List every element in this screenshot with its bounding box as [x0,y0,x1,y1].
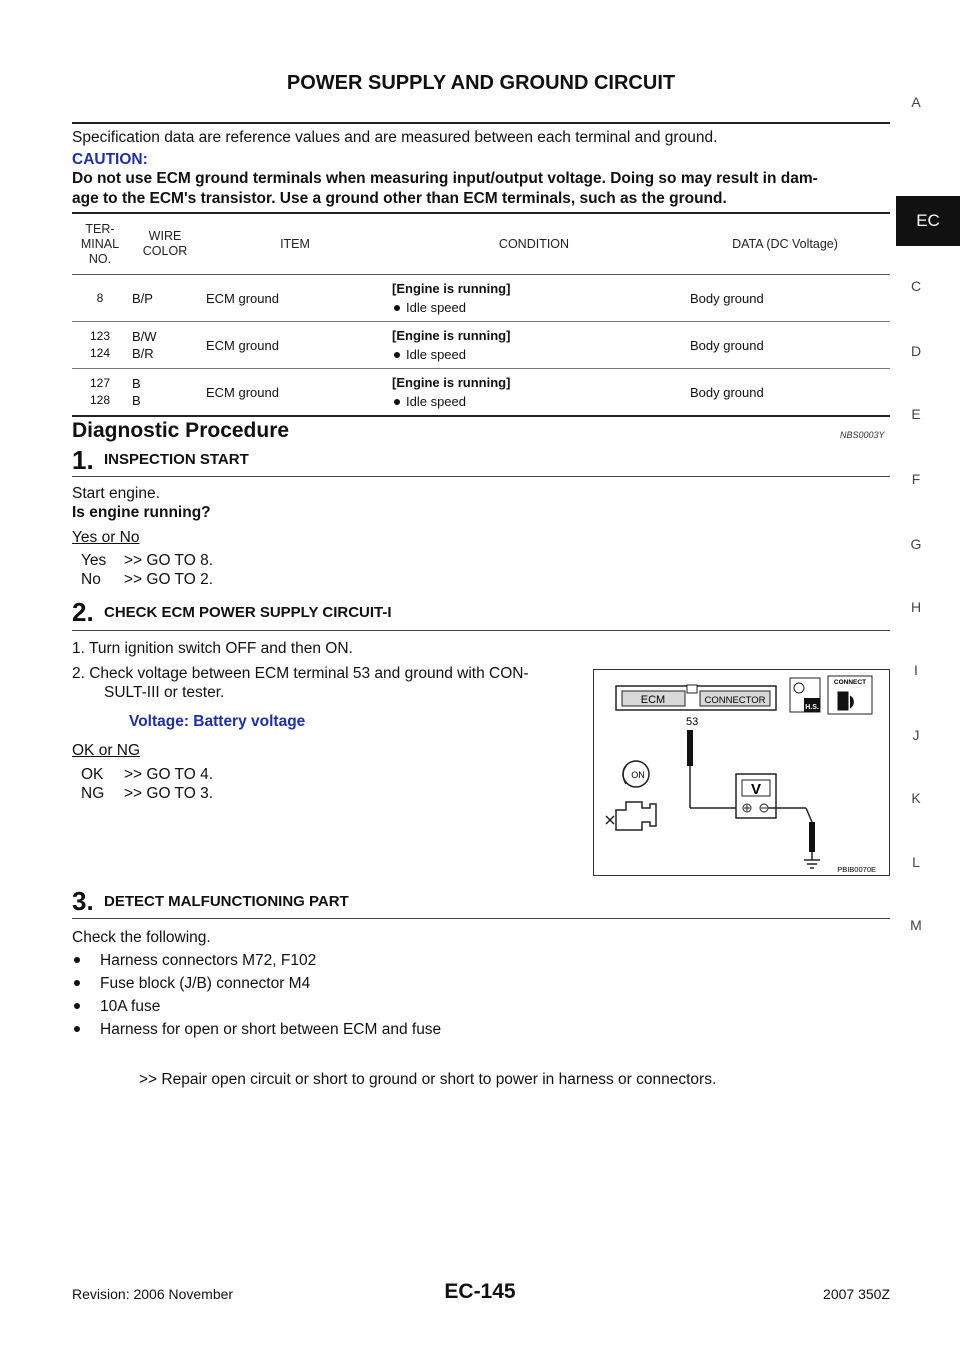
probe-black [809,822,815,852]
table-header-row [72,214,890,275]
table-row [72,369,890,417]
wire-value: B [132,393,141,408]
bullet-icon [394,305,400,311]
section-title: Diagnostic Procedure [72,419,290,442]
terminal-value: 124 [89,346,111,360]
condition-bullet: Idle speed [406,347,466,362]
step-1-number: 1. [72,445,94,475]
step-2-ng-label: NG [81,785,105,802]
col-terminal-line-3: NO. [88,251,112,266]
bullet-icon [74,980,80,986]
side-index-i[interactable]: I [914,662,918,678]
step-1-yes-label: Yes [81,552,107,569]
list-item [72,1020,441,1040]
page-number: EC-145 [444,1280,516,1303]
side-index-f[interactable]: F [911,471,921,487]
cell-data: Body ground [680,275,890,322]
side-index-l[interactable]: L [912,854,920,870]
cell-condition [388,275,680,322]
cell-wire [128,369,202,417]
step-1-title: INSPECTION START [104,451,249,468]
step-2-choice: OK or NG [72,742,141,759]
page-title: POWER SUPPLY AND GROUND CIRCUIT [286,72,676,94]
step-1-no-link[interactable]: >> GO TO 2. [124,571,214,588]
step-1-instruction: Start engine. [72,485,160,502]
side-index-k[interactable]: K [911,790,921,806]
step-2-item-2a: 2. Check voltage between ECM terminal 53 and ground with CON- [72,665,529,682]
connector-label: CONNECTOR [704,695,766,706]
wire-value: B/P [132,290,153,306]
cell-wire [128,322,202,369]
voltmeter-label: V [750,781,762,798]
footer-revision: Revision: 2006 November [72,1286,234,1302]
col-terminal [72,214,128,275]
cell-condition [388,369,680,417]
bullet-icon [394,399,400,405]
side-index-ec[interactable]: EC [896,196,960,246]
step-2-title: CHECK ECM POWER SUPPLY CIRCUIT-I [104,604,392,621]
condition-heading: [Engine is running] [392,375,511,390]
cell-item: ECM ground [202,275,388,322]
cell-item: ECM ground [202,369,388,417]
col-terminal-line-2: MINAL [80,236,120,251]
step-2-item-2b: SULT-III or tester. [104,684,225,701]
col-condition: CONDITION [388,214,680,275]
side-index-m[interactable]: M [910,917,922,933]
step-2-number: 2. [72,597,94,627]
figure-code: PBIB0070E [837,865,876,874]
condition-bullet: Idle speed [406,300,466,315]
cell-item: ECM ground [202,322,388,369]
step-2-ok-link[interactable]: >> GO TO 4. [124,766,214,783]
hs-label: H.S. [805,704,819,711]
step-3-instruction: Check the following. [72,929,211,946]
step-3-action: >> Repair open circuit or short to ground or short to power in harness or connectors. [139,1071,717,1088]
cell-wire [128,275,202,322]
cell-terminal [72,322,128,369]
col-wire-line-2: COLOR [142,244,188,258]
step-1-question: Is engine running? [72,504,211,521]
step-2-item-1: 1. Turn ignition switch OFF and then ON. [72,640,353,657]
side-index-g[interactable]: G [910,536,922,552]
cell-terminal [72,275,128,322]
step-2-rule [72,630,890,631]
side-index-c[interactable]: C [910,278,922,294]
connect-label: CONNECT [833,679,867,686]
list-item-text: Fuse block (J/B) connector M4 [100,975,311,992]
list-item [72,974,310,994]
col-terminal-line-1: TER- [85,221,115,236]
step-2-ok-label: OK [81,766,104,783]
bullet-icon [74,957,80,963]
side-index-d[interactable]: D [910,343,922,359]
terminal-value: 128 [89,393,111,407]
ecm-label: ECM [640,694,666,706]
step-2-spec: Voltage: Battery voltage [129,713,306,730]
bullet-icon [74,1026,80,1032]
caution-line-1: Do not use ECM ground terminals when measuring input/output voltage. Doing so may result in dam- [72,170,818,187]
step-3-title: DETECT MALFUNCTIONING PART [104,893,349,910]
col-item: ITEM [202,214,388,275]
list-item-text: 10A fuse [100,998,161,1015]
wire-negative-bend [806,808,812,822]
side-index-a[interactable]: A [911,94,921,110]
side-index-e[interactable]: E [911,406,921,422]
cell-data: Body ground [680,369,890,417]
cell-data: Body ground [680,322,890,369]
wiring-diagram [593,669,890,876]
step-1-yes-link[interactable]: >> GO TO 8. [124,552,214,569]
wire-value: B/W [132,329,157,344]
connector-latch [687,685,697,693]
header-rule [72,122,890,124]
col-wire-color [128,214,202,275]
col-data: DATA (DC Voltage) [680,214,890,275]
table-row [72,322,890,369]
wire-value: B [132,376,141,391]
list-item-text: Harness connectors M72, F102 [100,952,317,969]
caution-line-2: age to the ECM's transistor. Use a ground other than ECM terminals, such as the ground. [72,190,727,207]
list-item [72,951,316,971]
step-3-rule [72,918,890,919]
side-index-h[interactable]: H [910,599,922,615]
step-1-choice: Yes or No [72,529,140,546]
terminal-value: 8 [96,291,104,305]
condition-heading: [Engine is running] [392,281,511,296]
step-3-number: 3. [72,886,94,916]
col-wire-line-1: WIRE [148,229,182,243]
terminal-value: 127 [89,376,111,390]
caution-label: CAUTION: [72,151,148,168]
engine-icon [616,802,656,830]
probe-red [687,730,693,766]
ignition-on-label: ON [631,770,645,780]
wiring-diagram-svg [594,670,889,875]
list-item-text: Harness for open or short between ECM and fuse [100,1021,442,1038]
cell-condition [388,322,680,369]
wire-value: B/R [132,346,154,361]
bullet-icon [394,352,400,358]
section-code: NBS0003Y [840,430,885,440]
step-1-rule [72,476,890,477]
step-2-ng-link[interactable]: >> GO TO 3. [124,785,214,802]
cell-terminal [72,369,128,417]
spec-note: Specification data are reference values and are measured between each terminal and ground. [72,129,718,146]
terminal-spec-table [72,214,890,417]
table-row [72,275,890,322]
condition-heading: [Engine is running] [392,328,511,343]
footer-model: 2007 350Z [823,1286,890,1302]
step-1-no-label: No [81,571,101,588]
bullet-icon [74,1003,80,1009]
condition-bullet: Idle speed [406,394,466,409]
terminal-label: 53 [686,716,699,728]
list-item [72,997,160,1017]
terminal-value: 123 [89,329,111,343]
side-index-j[interactable]: J [912,727,920,743]
